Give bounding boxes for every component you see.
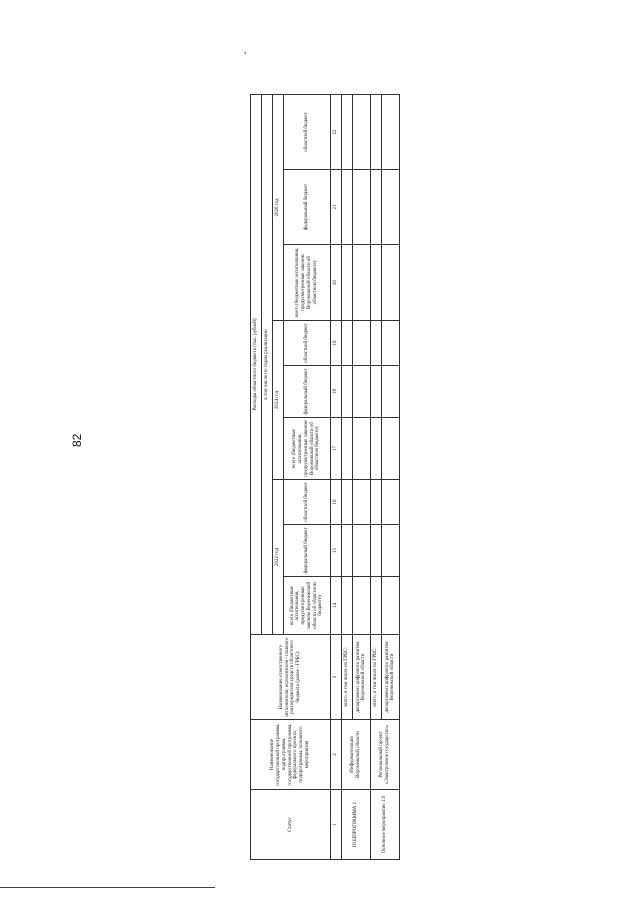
cell-empty: [341, 366, 352, 418]
cell-empty: [370, 321, 381, 366]
colnum-16: 16: [330, 480, 341, 525]
cell-empty: [352, 245, 370, 321]
header-executor: Наименование ответственного исполнителя, исполнителя - главного распорядителя средств областного бюджета (далее - ГРБС): [251, 635, 331, 720]
colnum-2: 2: [330, 720, 341, 790]
cell-empty: [352, 170, 370, 245]
row-executor: департамент цифрового развития Воронежской области: [381, 635, 399, 720]
cell-empty: [352, 577, 370, 635]
cell-empty: [370, 95, 381, 170]
cell-empty: [341, 418, 352, 480]
cell-empty: [370, 525, 381, 577]
page-number: 82: [70, 433, 84, 447]
header-status: Статус: [251, 790, 331, 860]
header-regional-2024: областной бюджет: [283, 321, 330, 366]
cell-empty: [341, 480, 352, 525]
cell-empty: [370, 480, 381, 525]
cell-empty: [352, 366, 370, 418]
row-status: ПОДПРОГРАММА 1: [341, 790, 370, 860]
header-regional-2022: областной бюджет: [283, 480, 330, 525]
cell-empty: [370, 577, 381, 635]
cell-empty: [341, 577, 352, 635]
budget-table: [250, 94, 400, 860]
cell-empty: [370, 245, 381, 321]
cell-empty: [381, 525, 399, 577]
cell-empty: [370, 418, 381, 480]
colnum-15: 15: [330, 525, 341, 577]
cell-empty: [341, 95, 352, 170]
header-row-1: [251, 95, 262, 860]
table-row: [370, 95, 381, 860]
colnum-21: 21: [330, 170, 341, 245]
cell-empty: [381, 170, 399, 245]
row-executor: всего, в том числе по ГРБС:: [341, 635, 352, 720]
cell-empty: [341, 321, 352, 366]
header-year-2024: 2024 год: [272, 321, 283, 480]
header-federal-2022: федеральный бюджет: [283, 525, 330, 577]
header-year-2022: 2022 год: [272, 480, 283, 635]
row-name: Региональный проект «Электронное государство»: [370, 720, 399, 790]
footer-line: [0, 887, 215, 888]
cell-empty: [341, 245, 352, 321]
header-total-2024: всего (бюджетные ассигнования, предусмотренные законом Воронежской области об областном бюджете): [283, 418, 330, 480]
colnum-3: 3: [330, 635, 341, 720]
row-executor: департамент цифрового развития Воронежской области: [352, 635, 370, 720]
colnum-14: 14: [330, 577, 341, 635]
colnum-19: 19: [330, 321, 341, 366]
header-total-2022: всего (бюджетные ассигнования, предусмотренные законом Воронежской области об областном бюджете): [283, 577, 330, 635]
page-mark: ₄: [244, 49, 247, 56]
cell-empty: [352, 525, 370, 577]
colnum-22: 22: [330, 95, 341, 170]
cell-empty: [381, 321, 399, 366]
header-total-2026: всего (бюджетные ассигнования, предусмотренные законом Воронежской области об областном бюджете): [283, 245, 330, 321]
colnum-17: 17: [330, 418, 341, 480]
cell-empty: [381, 245, 399, 321]
cell-empty: [370, 170, 381, 245]
cell-empty: [352, 418, 370, 480]
cell-empty: [370, 366, 381, 418]
header-expenses-title: Расходы областного бюджета (тыс. рублей): [251, 95, 262, 635]
cell-empty: [341, 170, 352, 245]
colnum-1: 1: [330, 790, 341, 860]
cell-empty: [381, 366, 399, 418]
row-executor: всего, в том числе по ГРБС:: [370, 635, 381, 720]
header-name: Наименование государственной программы, подпрограммы государственной программы, федерального проекта, подпрограммы, основного мероприятия: [251, 720, 331, 790]
header-federal-2024: федеральный бюджет: [283, 366, 330, 418]
cell-empty: [352, 95, 370, 170]
row-status: Основное мероприятие 1.9: [370, 790, 399, 860]
cell-empty: [381, 480, 399, 525]
cell-empty: [381, 95, 399, 170]
cell-empty: [352, 321, 370, 366]
cell-empty: [341, 525, 352, 577]
row-name: Информатизация Воронежской области: [341, 720, 370, 790]
header-including: в том числе по годам реализации: [261, 95, 272, 635]
cell-empty: [352, 480, 370, 525]
header-federal-2026: федеральный бюджет: [283, 170, 330, 245]
colnum-18: 18: [330, 366, 341, 418]
header-year-2026: 2026 год: [272, 95, 283, 321]
rotated-table-container: [250, 95, 400, 860]
header-regional-2026: областной бюджет: [283, 95, 330, 170]
table-row: [341, 95, 352, 860]
colnum-20: 20: [330, 245, 341, 321]
cell-empty: [381, 418, 399, 480]
cell-empty: [381, 577, 399, 635]
column-number-row: [330, 95, 341, 860]
